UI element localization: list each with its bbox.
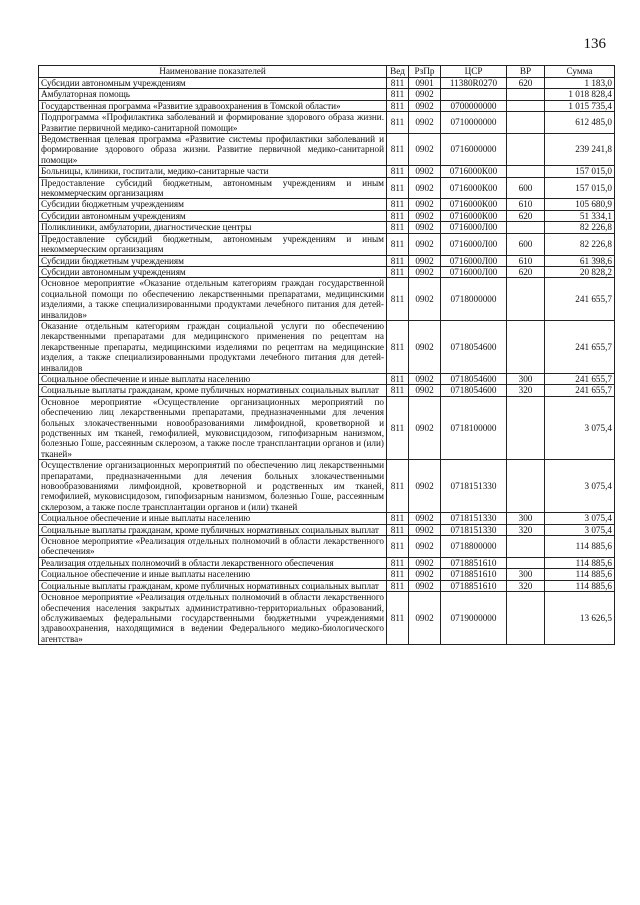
row-name: Амбулаторная помощь (39, 89, 387, 100)
row-sum: 61 398,6 (545, 255, 615, 266)
row-rzpr: 0902 (409, 278, 441, 321)
table-row (39, 89, 615, 100)
row-sum: 3 075,4 (545, 513, 615, 524)
row-name: Государственная программа «Развитие здравоохранения в Томской области» (39, 100, 387, 111)
row-csr: 11380R0270 (441, 78, 507, 89)
row-ved: 811 (387, 557, 409, 568)
row-csr: 0718054600 (441, 373, 507, 384)
row-rzpr: 0902 (409, 134, 441, 166)
row-name: Больницы, клиники, госпитали, медико-санитарные части (39, 166, 387, 177)
row-rzpr: 0902 (409, 396, 441, 459)
row-sum: 114 885,6 (545, 569, 615, 580)
row-rzpr: 0902 (409, 580, 441, 591)
row-ved: 811 (387, 513, 409, 524)
row-vr: 300 (507, 373, 545, 384)
row-sum: 82 226,8 (545, 233, 615, 255)
row-name: Социальное обеспечение и иные выплаты населению (39, 373, 387, 384)
table-row (39, 557, 615, 568)
row-ved: 811 (387, 592, 409, 645)
row-ved: 811 (387, 134, 409, 166)
table-row (39, 233, 615, 255)
row-csr: 0718054600 (441, 385, 507, 396)
row-sum: 1 015 735,4 (545, 100, 615, 111)
table-row (39, 592, 615, 645)
row-csr: 0718851610 (441, 557, 507, 568)
row-csr: 0716000Л00 (441, 266, 507, 277)
row-name: Осуществление организационных мероприятий по обеспечению лиц лекарственными препаратами, предназначенными для лечения больных злокачественными новообразованиями лимфоидной, кроветворной и родственных им тканей, гемофилией, муковисцидозом, гипофизарным нанизмом, болезнью Гоше, рассеянным склерозом, а также после трансплантации органов и (или) тканей (39, 460, 387, 513)
table-row (39, 320, 615, 373)
table-row (39, 580, 615, 591)
row-csr: 0718851610 (441, 569, 507, 580)
row-csr: 0718851610 (441, 580, 507, 591)
row-name: Подпрограмма «Профилактика заболеваний и формирование здорового образа жизни. Развитие первичной медико-санитарной помощи» (39, 112, 387, 134)
table-row (39, 524, 615, 535)
row-ved: 811 (387, 373, 409, 384)
row-rzpr: 0902 (409, 222, 441, 233)
row-name: Социальные выплаты гражданам, кроме публичных нормативных социальных выплат (39, 385, 387, 396)
row-ved: 811 (387, 177, 409, 199)
row-vr (507, 278, 545, 321)
row-csr: 0718054600 (441, 320, 507, 373)
header-rzpr: РзПр (409, 66, 441, 78)
table-row (39, 166, 615, 177)
table-row (39, 100, 615, 111)
row-name: Основное мероприятие «Реализация отдельных полномочий в области лекарственного обеспечения» (39, 536, 387, 558)
row-csr: 0716000К00 (441, 199, 507, 210)
table-row (39, 460, 615, 513)
row-csr: 0700000000 (441, 100, 507, 111)
row-name: Основное мероприятие «Реализация отдельных полномочий в области лекарственного обеспечения населения закрытых административно-территориальных образований, обслуживаемых федеральными государственными бюджетными учреждениями здравоохранения, находящимися в ведении Федерального медико-биологического агентства» (39, 592, 387, 645)
row-sum: 105 680,9 (545, 199, 615, 210)
page-number: 136 (583, 36, 606, 52)
row-name: Социальное обеспечение и иные выплаты населению (39, 569, 387, 580)
row-name: Реализация отдельных полномочий в области лекарственного обеспечения (39, 557, 387, 568)
row-vr: 620 (507, 78, 545, 89)
table-row (39, 536, 615, 558)
row-name: Предоставление субсидий бюджетным, автономным учреждениям и иным некоммерческим организациям (39, 233, 387, 255)
row-ved: 811 (387, 320, 409, 373)
row-csr: 0718151330 (441, 524, 507, 535)
row-ved: 811 (387, 166, 409, 177)
row-vr (507, 89, 545, 100)
row-rzpr: 0902 (409, 385, 441, 396)
row-csr: 0716000000 (441, 134, 507, 166)
row-vr (507, 536, 545, 558)
row-vr: 320 (507, 580, 545, 591)
row-csr: 0716000Л00 (441, 233, 507, 255)
row-rzpr: 0902 (409, 320, 441, 373)
row-sum: 241 655,7 (545, 278, 615, 321)
row-name: Социальные выплаты гражданам, кроме публичных нормативных социальных выплат (39, 580, 387, 591)
table-row (39, 373, 615, 384)
row-vr (507, 134, 545, 166)
row-sum: 13 626,5 (545, 592, 615, 645)
row-rzpr: 0902 (409, 513, 441, 524)
row-vr: 300 (507, 569, 545, 580)
row-rzpr: 0902 (409, 266, 441, 277)
row-sum: 241 655,7 (545, 320, 615, 373)
row-csr: 0716000К00 (441, 177, 507, 199)
row-csr: 0719000000 (441, 592, 507, 645)
row-csr: 0718800000 (441, 536, 507, 558)
row-vr: 320 (507, 385, 545, 396)
row-csr: 0710000000 (441, 112, 507, 134)
row-sum: 3 075,4 (545, 460, 615, 513)
row-vr: 620 (507, 210, 545, 221)
row-vr: 610 (507, 255, 545, 266)
table-row (39, 569, 615, 580)
row-sum: 1 183,0 (545, 78, 615, 89)
header-ved: Вед (387, 66, 409, 78)
row-csr: 0716000К00 (441, 210, 507, 221)
row-rzpr: 0902 (409, 557, 441, 568)
row-ved: 811 (387, 580, 409, 591)
row-ved: 811 (387, 278, 409, 321)
row-vr: 600 (507, 177, 545, 199)
row-rzpr: 0902 (409, 233, 441, 255)
header-name: Наименование показателей (39, 66, 387, 78)
row-csr: 0718100000 (441, 396, 507, 459)
table-row (39, 177, 615, 199)
row-ved: 811 (387, 266, 409, 277)
row-csr: 0718151330 (441, 460, 507, 513)
row-rzpr: 0902 (409, 112, 441, 134)
table-row (39, 385, 615, 396)
row-rzpr: 0902 (409, 524, 441, 535)
table-row (39, 513, 615, 524)
table-header-row (39, 66, 615, 78)
row-ved: 811 (387, 112, 409, 134)
table-row (39, 396, 615, 459)
header-sum: Сумма (545, 66, 615, 78)
row-rzpr: 0902 (409, 569, 441, 580)
row-name: Субсидии бюджетным учреждениям (39, 255, 387, 266)
row-name: Основное мероприятие «Осуществление организационных мероприятий по обеспечению лиц лекарственными препаратами, предназначенными для лечения больных злокачественными новообразованиями лимфоидной, кроветворной и родственных им тканей, гемофилией, муковисцидозом, гипофизарным нанизмом, болезнью Гоше, рассеянным склерозом, а также после трансплантации органов и (или) тканей» (39, 396, 387, 459)
header-vr: ВР (507, 66, 545, 78)
row-vr (507, 592, 545, 645)
row-rzpr: 0902 (409, 460, 441, 513)
row-ved: 811 (387, 233, 409, 255)
row-ved: 811 (387, 385, 409, 396)
row-rzpr: 0902 (409, 592, 441, 645)
row-vr: 610 (507, 199, 545, 210)
row-sum: 82 226,8 (545, 222, 615, 233)
row-sum: 114 885,6 (545, 580, 615, 591)
table-row (39, 112, 615, 134)
row-name: Субсидии автономным учреждениям (39, 210, 387, 221)
table-row (39, 199, 615, 210)
table-row (39, 278, 615, 321)
row-rzpr: 0902 (409, 210, 441, 221)
row-sum: 157 015,0 (545, 177, 615, 199)
row-ved: 811 (387, 524, 409, 535)
row-vr (507, 320, 545, 373)
row-csr (441, 89, 507, 100)
row-name: Предоставление субсидий бюджетным, автономным учреждениям и иным некоммерческим организациям (39, 177, 387, 199)
row-name: Социальное обеспечение и иные выплаты населению (39, 513, 387, 524)
row-vr: 320 (507, 524, 545, 535)
row-csr: 0716000Л00 (441, 255, 507, 266)
row-sum: 239 241,8 (545, 134, 615, 166)
row-sum: 51 334,1 (545, 210, 615, 221)
budget-table (38, 65, 615, 645)
table-row (39, 222, 615, 233)
row-csr: 0716000К00 (441, 166, 507, 177)
row-ved: 811 (387, 210, 409, 221)
row-ved: 811 (387, 100, 409, 111)
row-name: Субсидии автономным учреждениям (39, 266, 387, 277)
header-csr: ЦСР (441, 66, 507, 78)
row-name: Субсидии автономным учреждениям (39, 78, 387, 89)
row-csr: 0718000000 (441, 278, 507, 321)
row-vr (507, 396, 545, 459)
row-ved: 811 (387, 536, 409, 558)
row-rzpr: 0902 (409, 536, 441, 558)
row-ved: 811 (387, 199, 409, 210)
row-vr (507, 222, 545, 233)
row-ved: 811 (387, 222, 409, 233)
row-sum: 241 655,7 (545, 373, 615, 384)
row-ved: 811 (387, 569, 409, 580)
row-rzpr: 0902 (409, 100, 441, 111)
row-vr (507, 112, 545, 134)
row-name: Поликлиники, амбулатории, диагностические центры (39, 222, 387, 233)
row-ved: 811 (387, 396, 409, 459)
row-ved: 811 (387, 460, 409, 513)
row-vr (507, 557, 545, 568)
table-row (39, 266, 615, 277)
row-sum: 114 885,6 (545, 536, 615, 558)
row-name: Оказание отдельным категориям граждан социальной услуги по обеспечению лекарственными препаратами для медицинского применения по рецептам на лекарственные препараты, медицинскими изделиями по рецептам на медицинские изделия, а также специализированными продуктами лечебного питания для детей-инвалидов (39, 320, 387, 373)
row-sum: 114 885,6 (545, 557, 615, 568)
row-name: Социальные выплаты гражданам, кроме публичных нормативных социальных выплат (39, 524, 387, 535)
row-ved: 811 (387, 78, 409, 89)
row-sum: 20 828,2 (545, 266, 615, 277)
row-sum: 3 075,4 (545, 524, 615, 535)
row-csr: 0718151330 (441, 513, 507, 524)
row-sum: 1 018 828,4 (545, 89, 615, 100)
row-sum: 241 655,7 (545, 385, 615, 396)
row-ved: 811 (387, 255, 409, 266)
row-vr: 300 (507, 513, 545, 524)
row-vr (507, 460, 545, 513)
row-name: Ведомственная целевая программа «Развитие системы профилактики заболеваний и формирование здорового образа жизни. Развитие первичной медико-санитарной помощи» (39, 134, 387, 166)
table-row (39, 210, 615, 221)
row-rzpr: 0902 (409, 166, 441, 177)
row-csr: 0716000Л00 (441, 222, 507, 233)
table-row (39, 78, 615, 89)
table-row (39, 255, 615, 266)
row-vr: 620 (507, 266, 545, 277)
row-rzpr: 0902 (409, 199, 441, 210)
row-name: Основное мероприятие «Оказание отдельным категориям граждан государственной социальной помощи по обеспечению лекарственными препаратами, медицинскими изделиями, а также специализированными продуктами лечебного питания для детей-инвалидов» (39, 278, 387, 321)
row-vr (507, 100, 545, 111)
row-vr (507, 166, 545, 177)
row-rzpr: 0902 (409, 255, 441, 266)
table-body (39, 78, 615, 645)
row-rzpr: 0901 (409, 78, 441, 89)
row-ved: 811 (387, 89, 409, 100)
row-rzpr: 0902 (409, 373, 441, 384)
table-row (39, 134, 615, 166)
row-rzpr: 0902 (409, 89, 441, 100)
row-rzpr: 0902 (409, 177, 441, 199)
row-name: Субсидии бюджетным учреждениям (39, 199, 387, 210)
row-sum: 3 075,4 (545, 396, 615, 459)
row-vr: 600 (507, 233, 545, 255)
row-sum: 157 015,0 (545, 166, 615, 177)
row-sum: 612 485,0 (545, 112, 615, 134)
